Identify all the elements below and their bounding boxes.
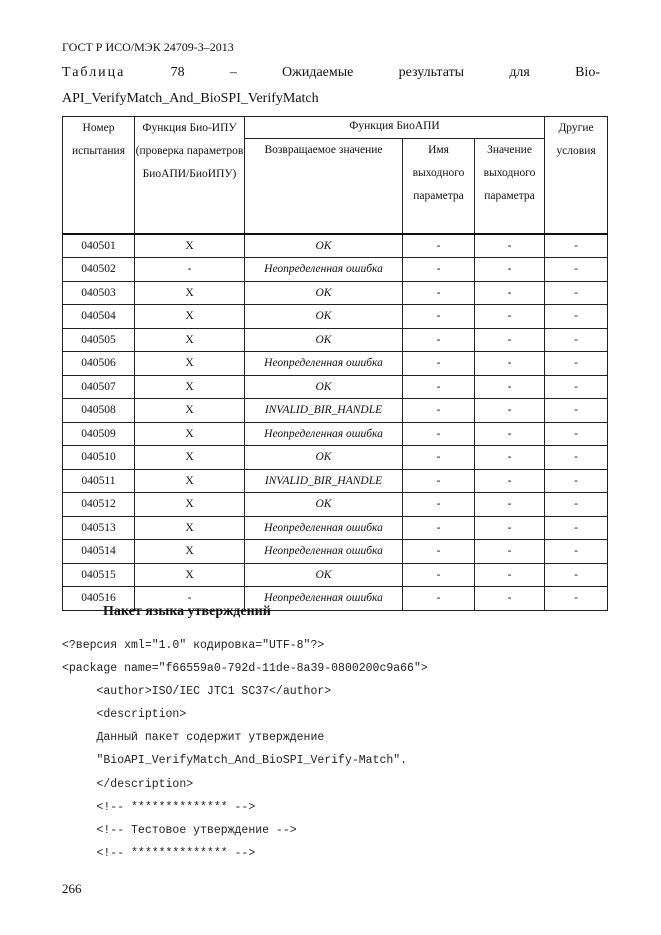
table-row: [63, 328, 608, 352]
table-cell: -: [545, 422, 608, 446]
table-cell: 040503: [63, 281, 135, 305]
table-cell: OK: [245, 446, 403, 470]
table-cell: 040509: [63, 422, 135, 446]
table-cell: 040512: [63, 493, 135, 517]
table-cell: INVALID_BIR_HANDLE: [245, 399, 403, 423]
table-cell: -: [475, 446, 545, 470]
table-cell: X: [135, 493, 245, 517]
table-cell: -: [545, 234, 608, 258]
table-row: [63, 469, 608, 493]
table-cell: -: [475, 422, 545, 446]
table-cell: Неопределенная ошибка: [245, 587, 403, 611]
table-cell: -: [545, 399, 608, 423]
col-header-test-number: Номер испытания: [63, 117, 135, 234]
table-cell: -: [403, 493, 475, 517]
table-cell: -: [403, 446, 475, 470]
table-cell: -: [403, 281, 475, 305]
table-cell: OK: [245, 375, 403, 399]
table-row: [63, 422, 608, 446]
caption-word: Таблица: [62, 65, 126, 80]
table-cell: 040510: [63, 446, 135, 470]
table-cell: -: [545, 281, 608, 305]
table-cell: 040507: [63, 375, 135, 399]
table-cell: X: [135, 328, 245, 352]
code-line: <!-- Тестовое утверждение -->: [62, 823, 297, 837]
table-cell: Неопределенная ошибка: [245, 352, 403, 376]
table-cell: -: [475, 587, 545, 611]
table-cell: -: [475, 540, 545, 564]
table-cell: -: [403, 375, 475, 399]
caption-word: для: [509, 65, 530, 80]
table-caption-line2: API_VerifyMatch_And_BioSPI_VerifyMatch: [62, 91, 319, 106]
table-cell: X: [135, 234, 245, 258]
table-cell: Неопределенная ошибка: [245, 422, 403, 446]
table-cell: -: [403, 352, 475, 376]
col-header-bsp-function: Функция Био-ИПУ (проверка параметров БиоАПИ/БиоИПУ): [135, 117, 245, 234]
table-cell: 040502: [63, 258, 135, 282]
code-block: [62, 634, 428, 865]
table-cell: -: [403, 469, 475, 493]
table-cell: INVALID_BIR_HANDLE: [245, 469, 403, 493]
table-cell: -: [403, 305, 475, 329]
table-cell: 040506: [63, 352, 135, 376]
table-cell: 040516: [63, 587, 135, 611]
table-body: [63, 234, 608, 611]
table-cell: X: [135, 375, 245, 399]
table-cell: -: [403, 540, 475, 564]
table-cell: 040505: [63, 328, 135, 352]
table-cell: OK: [245, 305, 403, 329]
code-line: <?версия xml="1.0" кодировка="UTF-8"?>: [62, 639, 325, 652]
table-cell: OK: [245, 281, 403, 305]
table-cell: 040515: [63, 563, 135, 587]
code-line: <author>ISO/IEC JTC1 SC37</author>: [62, 685, 332, 699]
table-cell: OK: [245, 328, 403, 352]
table-cell: -: [403, 258, 475, 282]
table-cell: -: [403, 422, 475, 446]
table-cell: X: [135, 469, 245, 493]
table-cell: -: [403, 516, 475, 540]
table-row: [63, 399, 608, 423]
table-cell: X: [135, 281, 245, 305]
table-row: [63, 446, 608, 470]
caption-word: результаты: [398, 65, 465, 80]
table-cell: -: [403, 563, 475, 587]
code-line: <package name="f66559a0-792d-11de-8a39-0800200c9a66">: [62, 662, 428, 676]
code-line: <!-- ************** -->: [62, 846, 256, 860]
table-cell: -: [545, 375, 608, 399]
table-cell: -: [545, 469, 608, 493]
table-cell: -: [403, 587, 475, 611]
table-row: [63, 281, 608, 305]
caption-word: Bio-: [575, 65, 600, 80]
table-cell: OK: [245, 234, 403, 258]
table-cell: X: [135, 305, 245, 329]
table-cell: -: [403, 328, 475, 352]
table-row: [63, 563, 608, 587]
table-row: [63, 375, 608, 399]
table-cell: 040513: [63, 516, 135, 540]
table-cell: -: [545, 328, 608, 352]
table-cell: -: [403, 399, 475, 423]
table-cell: -: [475, 352, 545, 376]
document-header: ГОСТ Р ИСО/МЭК 24709-3–2013: [62, 40, 234, 54]
table-cell: -: [545, 305, 608, 329]
table-cell: -: [545, 563, 608, 587]
table-cell: -: [475, 375, 545, 399]
table-cell: OK: [245, 493, 403, 517]
col-header-api-function: Функция БиоАПИ: [245, 117, 545, 139]
code-line: <!-- ************** -->: [62, 800, 256, 814]
table-cell: Неопределенная ошибка: [245, 258, 403, 282]
table-cell: -: [403, 234, 475, 258]
table-cell: -: [475, 234, 545, 258]
table-row: [63, 493, 608, 517]
table-cell: -: [545, 516, 608, 540]
table-cell: 040508: [63, 399, 135, 423]
table-cell: X: [135, 352, 245, 376]
table-cell: X: [135, 516, 245, 540]
table-row: [63, 258, 608, 282]
code-line: "BioAPI_VerifyMatch_And_BioSPI_Verify-Match".: [62, 754, 408, 768]
caption-word: 78: [170, 65, 185, 80]
table-row: [63, 516, 608, 540]
table-cell: -: [545, 493, 608, 517]
table-cell: 040504: [63, 305, 135, 329]
table-cell: -: [545, 352, 608, 376]
caption-word: –: [229, 65, 237, 80]
table-cell: Неопределенная ошибка: [245, 516, 403, 540]
section-title: Пакет языка утверждений: [103, 604, 271, 619]
table-row: [63, 305, 608, 329]
table-cell: -: [475, 469, 545, 493]
col-header-return-value: Возвращаемое значение: [245, 139, 403, 234]
table-row: [63, 352, 608, 376]
table-row: [63, 540, 608, 564]
table-cell: 040514: [63, 540, 135, 564]
table-cell: -: [135, 258, 245, 282]
table-cell: X: [135, 422, 245, 446]
table-cell: X: [135, 399, 245, 423]
table-cell: Неопределенная ошибка: [245, 540, 403, 564]
table-cell: 040511: [63, 469, 135, 493]
table-cell: -: [135, 587, 245, 611]
table-cell: -: [475, 563, 545, 587]
table-cell: -: [475, 516, 545, 540]
table-cell: OK: [245, 563, 403, 587]
table-cell: -: [475, 305, 545, 329]
table-cell: -: [545, 258, 608, 282]
table-cell: -: [545, 446, 608, 470]
table-cell: X: [135, 563, 245, 587]
page-number: 266: [62, 881, 82, 896]
table-cell: -: [475, 328, 545, 352]
table-row: [63, 234, 608, 258]
col-header-out-param-name: Имя выходного параметра: [403, 139, 475, 234]
table-cell: -: [475, 258, 545, 282]
table-cell: X: [135, 446, 245, 470]
table-cell: -: [475, 281, 545, 305]
table-cell: 040501: [63, 234, 135, 258]
code-line: </description>: [62, 777, 194, 791]
col-header-other-conditions: Другие условия: [545, 117, 608, 234]
code-line: Данный пакет содержит утверждение: [62, 731, 325, 745]
col-header-out-param-value: Значение выходного параметра: [475, 139, 545, 234]
table-cell: X: [135, 540, 245, 564]
table-cell: -: [475, 493, 545, 517]
table-caption-line1: [62, 65, 600, 81]
table-cell: -: [545, 540, 608, 564]
code-line: <description>: [62, 708, 187, 722]
expected-results-table: [62, 116, 608, 611]
table-cell: -: [475, 399, 545, 423]
caption-word: Ожидаемые: [282, 65, 354, 80]
table-cell: -: [545, 587, 608, 611]
